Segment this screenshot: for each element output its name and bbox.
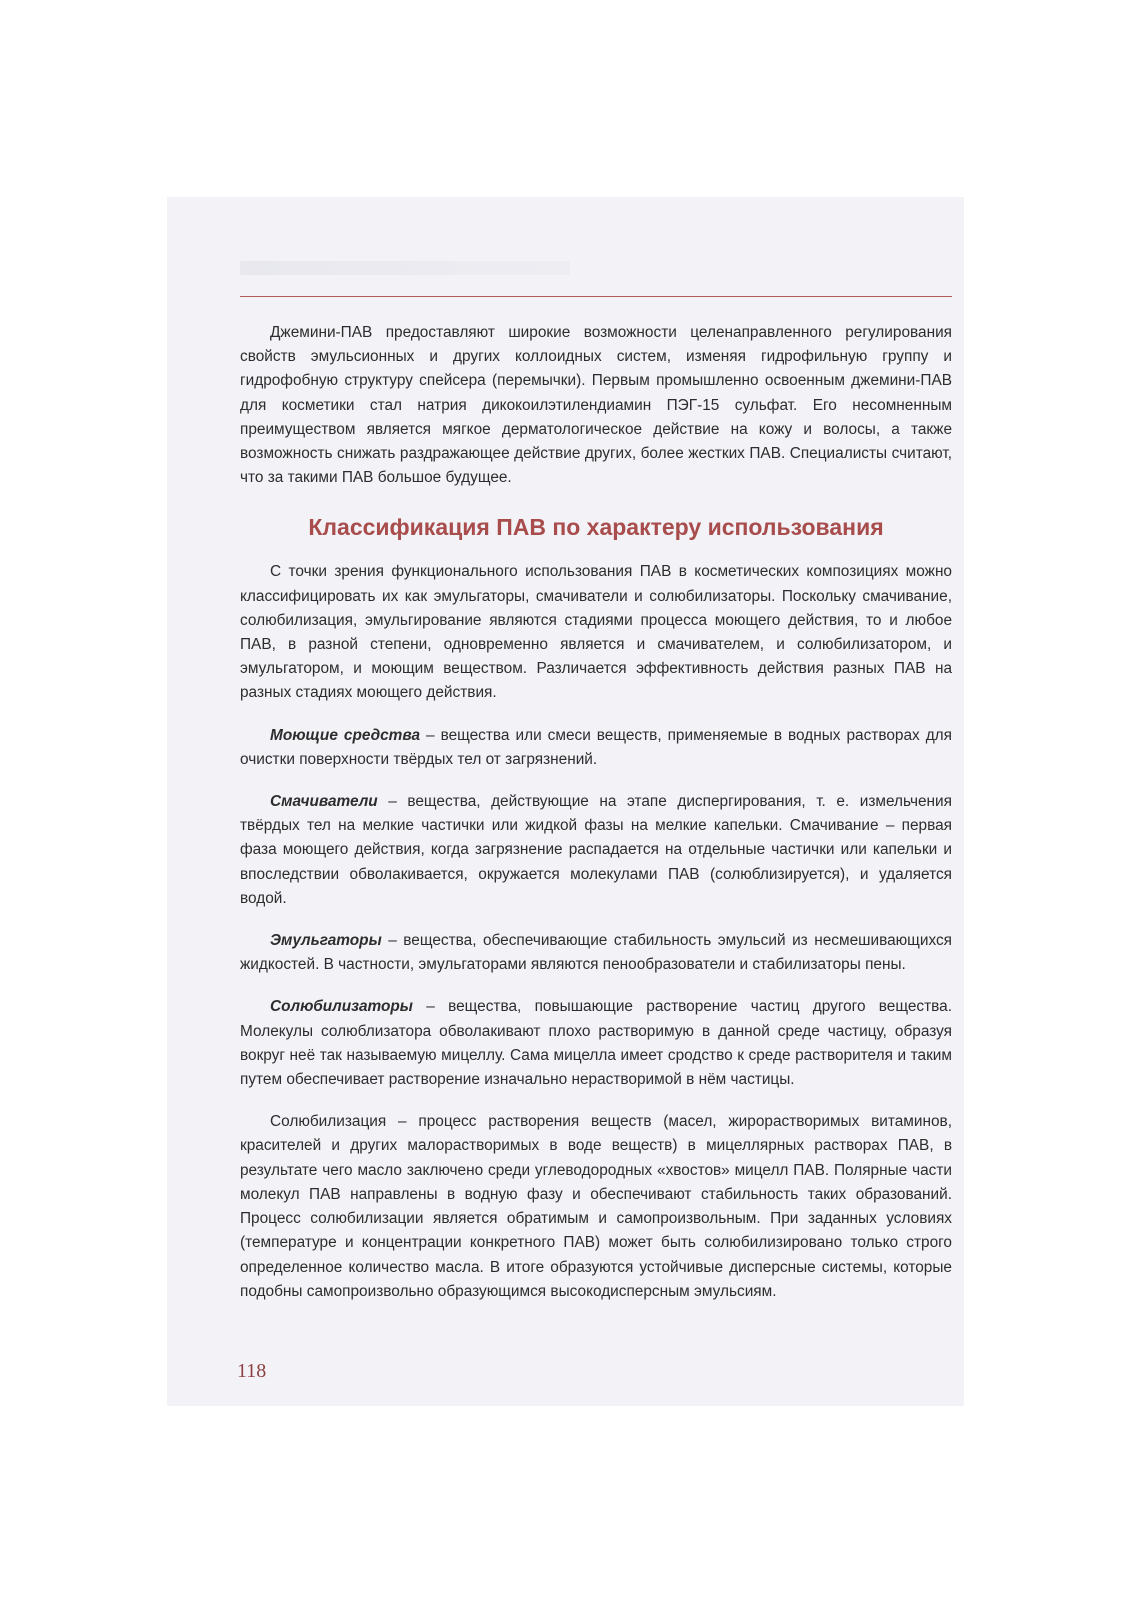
book-page [167,197,964,1406]
header-rule [240,296,952,297]
page-number: 118 [237,1360,267,1382]
definition-detergents-text: – вещества или смеси веществ, применяемые в водных растворах для очистки поверхности твёрдых тел от загрязнений. [240,726,952,768]
definition-wetting-agents-text: – вещества, действующие на этапе диспергирования, т. е. измельчения твёрдых тел на мелкие частички или жидкой фазы на мелкие капельки. Смачивание – первая фаза моющего действия, когда загрязнение распадается на отдельные частички или капельки и впоследствии обволакивается, окружается молекулами ПАВ (солюблизируется), и удаляется водой. [240,793,952,907]
solubilization-paragraph: Солюбилизация – процесс растворения веществ (масел, жирорастворимых витаминов, красителей и других малорастворимых в воде веществ) в мицеллярных растворах ПАВ, в результате чего масло заключено среди углеводородных «хвостов» мицелл ПАВ. Полярные части молекул ПАВ направлены в водную фазу и обеспечивают стабильность таких образований. Процесс солюбилизации является обратимым и самопроизвольным. При заданных условиях (температуре и концентрации конкретного ПАВ) может быть солюбилизировано только строго определенное количество масла. В итоге образуются устойчивые дисперсные системы, которые подобны самопроизвольно образующимся высокодисперсным эмульсиям. [240,1113,952,1300]
term-solubilizers: Солюбилизаторы [270,998,413,1016]
paragraph-gap [240,706,952,724]
classification-paragraph: С точки зрения функционального использования ПАВ в косметических композициях можно классифицировать их как эмульгаторы, смачиватели и солюбилизаторы. Поскольку смачивание, солюбилизация, эмульгирование являются стадиями процесса моющего действия, то и любое ПАВ, в разной степени, одновременно является и смачивателем, и солюбилизатором, и эмульгатором, и моющим веществом. Различается эффективность действия разных ПАВ на разных стадиях моющего действия. [240,563,952,702]
section-title: Классификация ПАВ по характеру использования [308,514,884,541]
paragraph-gap [240,1092,952,1110]
show-through-running-header [240,261,570,275]
definition-detergents [240,724,952,772]
term-wetting-agents: Смачиватели [270,793,378,811]
paragraph-gap [240,977,952,995]
definition-solubilizers [240,995,952,1092]
intro-paragraph: Джемини-ПАВ предоставляют широкие возможности целенаправленного регулирования свойств эмульсионных и других коллоидных систем, изменяя гидрофильную группу и гидрофобную структуру спейсера (перемычки). Первым промышленно освоенным джемини-ПАВ для косметики стал натрия дикокоилэтилендиамин ПЭГ-15 сульфат. Его несомненным преимуществом является мягкое дерматологическое действие на кожу и волосы, а также возможность снижать раздражающее действие других, более жестких ПАВ. Специалисты считают, что за такими ПАВ большое будущее. [240,324,952,487]
paragraph-gap [240,911,952,929]
definition-solubilizers-text: – вещества, повышающие растворение частиц другого вещества. Молекулы солюблизатора обволакивают плохо растворимую в данной среде частицу, образуя вокруг неё так называемую мицеллу. Сама мицелла имеет сродство к среде растворителя и таким путем обеспечивает растворение изначально нерастворимой в нём частицы. [240,998,952,1089]
paragraph-gap [240,772,952,790]
definition-emulsifiers [240,929,952,977]
page-content [240,321,952,1304]
definition-wetting-agents [240,790,952,911]
definition-emulsifiers-text: – вещества, обеспечивающие стабильность эмульсий из несмешивающихся жидкостей. В частности, эмульгаторами являются пенообразователи и стабилизаторы пены. [240,932,952,974]
term-detergents: Моющие средства [270,726,421,744]
term-emulsifiers: Эмульгаторы [270,932,382,950]
